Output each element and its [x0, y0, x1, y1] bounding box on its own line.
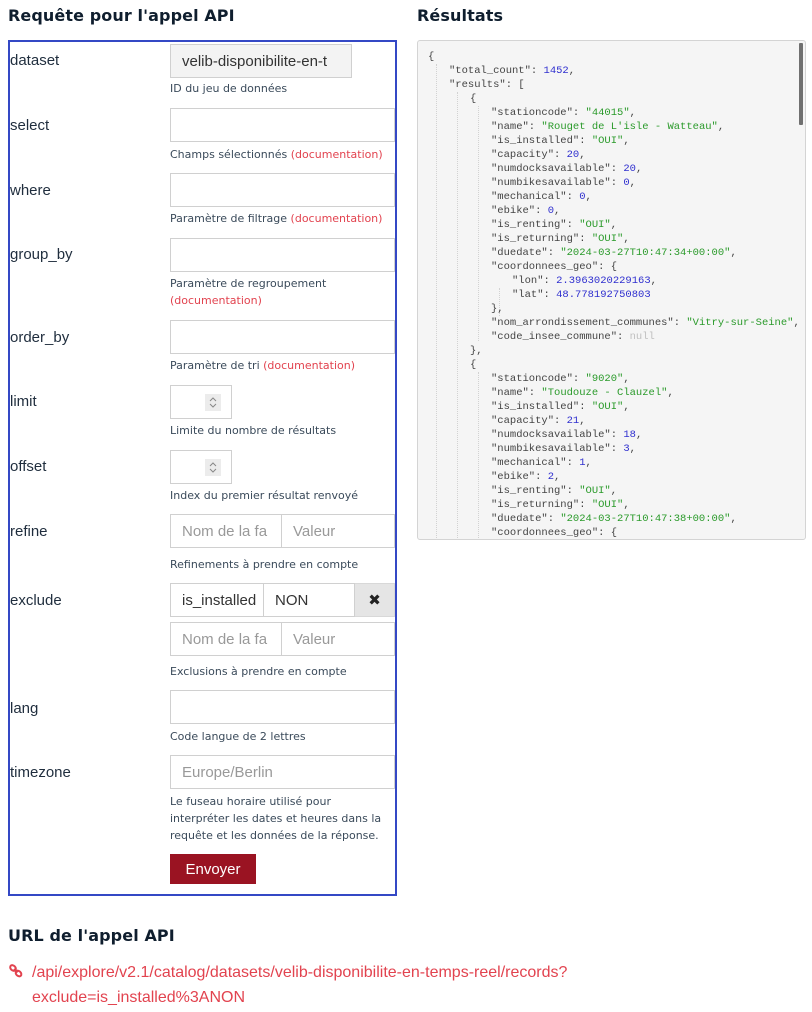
json-line: "ebike": 0,: [491, 205, 561, 217]
json-line: "stationcode": "9020",: [491, 373, 630, 385]
results-scrollbar[interactable]: [799, 43, 803, 125]
exclude-value-input[interactable]: NON: [264, 583, 355, 617]
json-line: "numdocksavailable": 18,: [491, 429, 643, 441]
api-url-line-1[interactable]: /api/explore/v2.1/catalog/datasets/velib-disponibilite-en-temps-reel/records?: [32, 964, 568, 981]
results-heading: Résultats: [417, 6, 504, 25]
json-line: "results": [: [449, 79, 525, 91]
help-where: [170, 210, 395, 227]
help-offset: Index du premier résultat renvoyé: [170, 489, 359, 502]
where-documentation-link[interactable]: (documentation): [290, 212, 383, 225]
json-line: "name": "Rouget de L'isle - Watteau",: [491, 121, 725, 133]
group-by-documentation-link[interactable]: (documentation): [170, 294, 262, 307]
label-lang: lang: [10, 700, 39, 717]
json-line: {: [470, 359, 477, 371]
dataset-input[interactable]: velib-disponibilite-en-t: [170, 44, 352, 78]
spinner-arrows-icon: [205, 459, 221, 476]
request-heading: Requête pour l'appel API: [8, 6, 235, 25]
json-line: "lon": 2.3963020229163,: [512, 275, 657, 287]
json-line: "mechanical": 0,: [491, 191, 592, 203]
exclude-pair-empty: [170, 622, 395, 656]
order-by-documentation-link[interactable]: (documentation): [263, 359, 356, 372]
json-line: "is_installed": "OUI",: [491, 135, 630, 147]
json-line: "numbikesavailable": 3,: [491, 443, 636, 455]
json-line: "is_returning": "OUI",: [491, 499, 630, 511]
json-line: "lat": 48.778192750803: [512, 289, 651, 301]
label-exclude: exclude: [10, 592, 62, 609]
json-line: "name": "Toudouze - Clauzel",: [491, 387, 674, 399]
help-group-by-text: Paramètre de regroupement: [170, 277, 327, 290]
json-line: {: [470, 93, 477, 105]
label-order-by: order_by: [10, 329, 70, 346]
json-line: "coordonnees_geo": {: [491, 527, 618, 539]
exclude-new-value-input[interactable]: Valeur: [282, 622, 395, 656]
timezone-input[interactable]: Europe/Berlin: [170, 755, 395, 789]
json-line: "capacity": 20,: [491, 149, 586, 161]
label-dataset: dataset: [10, 52, 60, 69]
json-line: {: [428, 51, 435, 63]
json-line: "code_insee_commune": null: [491, 331, 655, 343]
label-offset: offset: [10, 458, 47, 475]
label-limit: limit: [10, 393, 37, 410]
exclude-facet-input[interactable]: is_installed: [170, 583, 264, 617]
refine-facet-input[interactable]: Nom de la fa: [170, 514, 282, 548]
json-line: },: [470, 345, 483, 357]
json-line: "stationcode": "44015",: [491, 107, 636, 119]
lang-input[interactable]: [170, 690, 395, 724]
api-url-line-2[interactable]: exclude=is_installed%3ANON: [32, 989, 245, 1006]
json-line: "ebike": 2,: [491, 471, 561, 483]
spinner-arrows-icon: [205, 394, 221, 411]
json-line: "mechanical": 1,: [491, 457, 592, 469]
json-line: "total_count": 1452,: [449, 65, 576, 77]
api-url-heading: URL de l'appel API: [8, 926, 175, 945]
help-exclude: Exclusions à prendre en compte: [170, 665, 347, 678]
offset-spinner[interactable]: [205, 459, 221, 476]
help-group-by: [170, 275, 370, 309]
help-order-by-text: Paramètre de tri: [170, 359, 260, 372]
json-line: "numdocksavailable": 20,: [491, 163, 643, 175]
select-documentation-link[interactable]: (documentation): [290, 148, 383, 161]
exclude-new-facet-input[interactable]: Nom de la fa: [170, 622, 282, 656]
results-panel[interactable]: [417, 40, 806, 540]
json-line: "is_renting": "OUI",: [491, 219, 618, 231]
label-timezone: timezone: [10, 764, 71, 781]
help-order-by: [170, 357, 395, 374]
refine-pair: [170, 514, 395, 548]
json-results-code: [428, 50, 800, 540]
help-timezone: Le fuseau horaire utilisé pour interpréter les dates et heures dans la requête et les données de la réponse.: [170, 795, 382, 842]
limit-spinner[interactable]: [205, 394, 221, 411]
json-line: "numbikesavailable": 0,: [491, 177, 636, 189]
close-icon: ✖: [368, 591, 381, 609]
help-lang: Code langue de 2 lettres: [170, 730, 306, 743]
limit-number-input[interactable]: [170, 385, 232, 419]
label-select: select: [10, 117, 50, 134]
submit-button[interactable]: Envoyer: [170, 854, 256, 884]
json-line: "is_renting": "OUI",: [491, 485, 618, 497]
help-limit: Limite du nombre de résultats: [170, 424, 337, 437]
label-group-by: group_by: [10, 246, 73, 263]
help-select-text: Champs sélectionnés: [170, 148, 288, 161]
label-refine: refine: [10, 523, 48, 540]
order-by-input[interactable]: [170, 320, 395, 354]
where-input[interactable]: [170, 173, 395, 207]
json-line: },: [491, 303, 504, 315]
offset-number-input[interactable]: [170, 450, 232, 484]
json-line: "is_returning": "OUI",: [491, 233, 630, 245]
json-line: "duedate": "2024-03-27T10:47:34+00:00",: [491, 247, 737, 259]
json-line: "duedate": "2024-03-27T10:47:38+00:00",: [491, 513, 737, 525]
help-select: [170, 146, 395, 163]
refine-value-input[interactable]: Valeur: [282, 514, 395, 548]
help-refine: Refinements à prendre en compte: [170, 558, 359, 571]
api-request-form: [8, 40, 397, 896]
link-icon: [8, 963, 24, 979]
remove-exclusion-button[interactable]: [355, 583, 395, 617]
json-line: "nom_arrondissement_communes": "Vitry-sur-Seine",: [491, 317, 800, 329]
group-by-input[interactable]: [170, 238, 395, 272]
label-where: where: [10, 182, 51, 199]
help-where-text: Paramètre de filtrage: [170, 212, 288, 225]
help-dataset: ID du jeu de données: [170, 82, 288, 95]
exclude-pair-filled: [170, 583, 395, 617]
json-line: "capacity": 21,: [491, 415, 586, 427]
json-line: "is_installed": "OUI",: [491, 401, 630, 413]
json-line: "coordonnees_geo": {: [491, 261, 618, 273]
select-input[interactable]: [170, 108, 395, 142]
